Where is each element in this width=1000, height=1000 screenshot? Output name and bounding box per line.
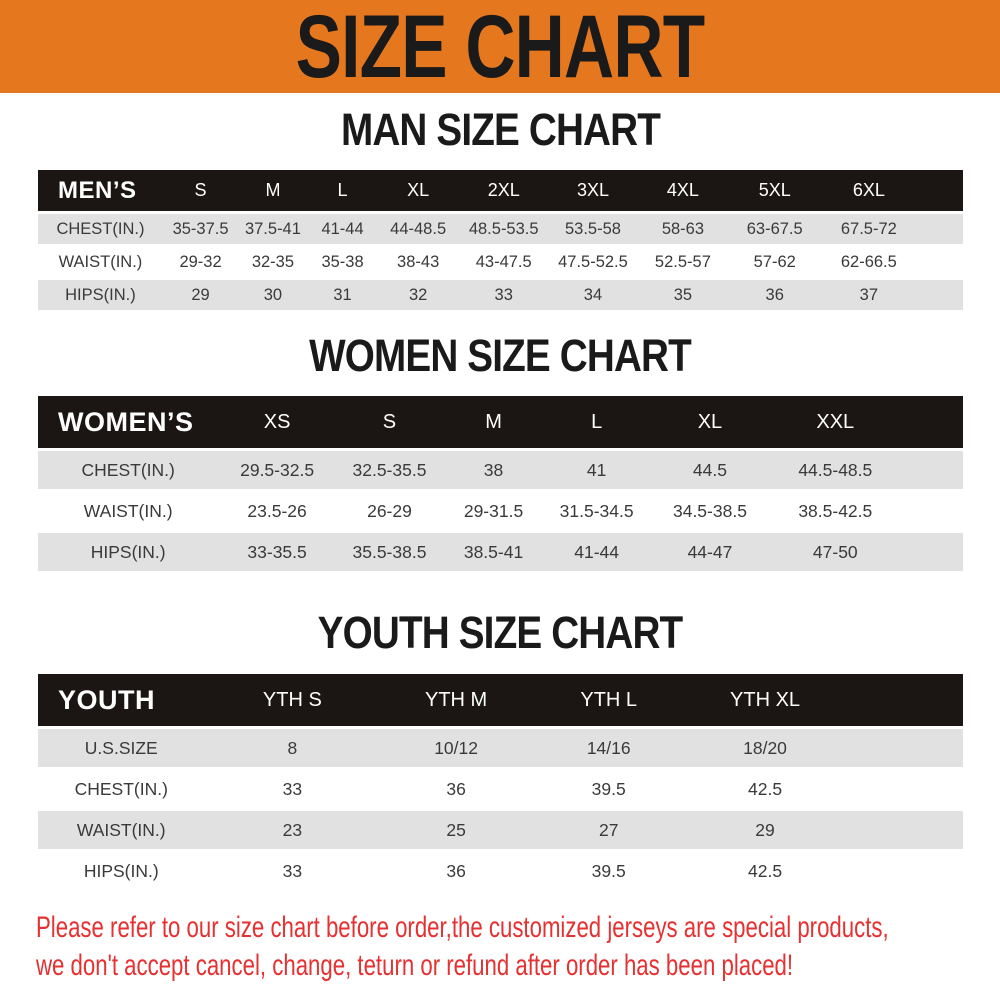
size-value-cell: 23.5-26: [247, 500, 307, 521]
size-value-cell: 44.5-48.5: [798, 459, 873, 480]
size-value-cell: 57-62: [753, 252, 796, 271]
size-value-cell: 39.5: [591, 860, 626, 881]
filler-cell: [845, 811, 963, 849]
size-value-cell: 43-47.5: [475, 252, 532, 271]
size-value-cell: 33: [494, 285, 513, 304]
size-value-cell: 36: [765, 285, 784, 304]
youth-column-header: YTH XL: [730, 688, 801, 711]
size-value-cell: 25: [446, 819, 466, 840]
size-value-cell: 32-35: [251, 252, 295, 271]
size-value-cell: 42.5: [748, 860, 783, 881]
size-value-cell: 39.5: [591, 778, 626, 799]
size-value-cell: 37: [859, 285, 879, 304]
size-value-cell: 10/12: [434, 737, 478, 758]
men-column-header: L: [337, 180, 348, 200]
size-value-cell: 63-67.5: [746, 219, 803, 238]
size-value-cell: 18/20: [743, 737, 787, 758]
row-label: HIPS(IN.): [83, 860, 159, 881]
youth-section-title: [0, 607, 1000, 658]
women-section-title: [0, 330, 1000, 381]
filler-cell: [845, 674, 963, 726]
filler-cell: [917, 214, 963, 244]
men-table-row: [38, 214, 963, 244]
youth-column-header: YTH S: [262, 688, 322, 711]
women-table-row: [38, 533, 963, 571]
size-value-cell: 23: [282, 819, 303, 840]
size-value-cell: 29.5-32.5: [240, 459, 315, 480]
size-value-cell: 38.5-42.5: [798, 500, 873, 521]
size-value-cell: 33: [282, 778, 303, 799]
men-header-row: [38, 170, 963, 211]
women-column-header: XXL: [816, 410, 855, 433]
row-label: CHEST(IN.): [81, 459, 175, 480]
size-value-cell: 36: [446, 860, 466, 881]
size-value-cell: 30: [263, 285, 283, 304]
row-label: HIPS(IN.): [65, 285, 136, 304]
women-section-title-text: WOMEN SIZE CHART: [309, 330, 691, 381]
size-value-cell: 42.5: [748, 778, 783, 799]
filler-cell: [917, 170, 963, 211]
size-value-cell: 47.5-52.5: [558, 252, 628, 271]
size-value-cell: 58-63: [661, 219, 705, 238]
size-value-cell: 53.5-58: [564, 219, 621, 238]
women-size-table: [38, 393, 963, 574]
size-value-cell: 52.5-57: [654, 252, 711, 271]
footer-note-line-2: we don't accept cancel, change, teturn or refund after order has been placed!: [36, 949, 794, 982]
youth-table-row: [38, 852, 963, 890]
women-table-title-cell: WOMEN’S: [58, 406, 194, 437]
size-value-cell: 33-35.5: [247, 541, 307, 562]
size-value-cell: 67.5-72: [840, 219, 897, 238]
filler-cell: [900, 396, 963, 448]
size-value-cell: 38-43: [397, 252, 440, 271]
men-column-header: XL: [407, 180, 430, 200]
filler-cell: [845, 852, 963, 890]
men-table-row: [38, 247, 963, 277]
banner-title: SIZE CHART: [295, 0, 705, 93]
size-value-cell: 26-29: [367, 500, 412, 521]
filler-cell: [845, 770, 963, 808]
filler-cell: [900, 451, 963, 489]
women-column-header: XS: [263, 410, 291, 433]
men-section-title-text: MAN SIZE CHART: [340, 104, 660, 155]
men-section-title: [0, 104, 1000, 155]
footer-note: [36, 909, 1000, 985]
row-label: WAIST(IN.): [76, 819, 166, 840]
size-value-cell: 38.5-41: [463, 541, 524, 562]
size-value-cell: 31.5-34.5: [559, 500, 634, 521]
women-table-row: [38, 451, 963, 489]
youth-section-title-text: YOUTH SIZE CHART: [317, 607, 683, 658]
size-value-cell: 29-31.5: [463, 500, 524, 521]
size-value-cell: 8: [287, 737, 298, 758]
size-value-cell: 62-66.5: [840, 252, 897, 271]
size-value-cell: 48.5-53.5: [468, 219, 539, 238]
size-value-cell: 32.5-35.5: [352, 459, 427, 480]
youth-column-header: YTH M: [424, 688, 488, 711]
size-value-cell: 44.5: [692, 459, 727, 480]
men-column-header: 6XL: [852, 180, 885, 200]
women-header-row: [38, 396, 963, 448]
size-value-cell: 31: [333, 285, 352, 304]
size-value-cell: 36: [446, 778, 466, 799]
row-label: U.S.SIZE: [84, 737, 158, 758]
size-value-cell: 29: [755, 819, 775, 840]
women-column-header: S: [382, 410, 397, 433]
women-column-header: L: [591, 410, 603, 433]
men-column-header: 4XL: [666, 180, 699, 200]
youth-table-row: [38, 770, 963, 808]
women-column-header: XL: [697, 410, 723, 433]
men-column-header: 5XL: [758, 180, 791, 200]
size-value-cell: 35-38: [321, 252, 364, 271]
row-label: CHEST(IN.): [74, 778, 168, 799]
size-value-cell: 41: [586, 459, 607, 480]
size-chart-banner: [0, 0, 1000, 93]
men-size-table: [38, 167, 963, 313]
size-value-cell: 37.5-41: [244, 219, 301, 238]
size-value-cell: 44-47: [687, 541, 733, 562]
youth-table-title-cell: YOUTH: [58, 684, 155, 715]
size-value-cell: 29-32: [179, 252, 222, 271]
men-column-header: S: [194, 180, 207, 200]
filler-cell: [917, 247, 963, 277]
row-label: WAIST(IN.): [83, 500, 173, 521]
size-value-cell: 27: [598, 819, 619, 840]
youth-table-row: [38, 729, 963, 767]
men-column-header: M: [265, 180, 281, 200]
size-value-cell: 34: [583, 285, 603, 304]
size-value-cell: 35-37.5: [172, 219, 229, 238]
youth-header-row: [38, 674, 963, 726]
men-column-header: 3XL: [576, 180, 609, 200]
footer-note-line-1: Please refer to our size chart before order,the customized jerseys are special products,: [36, 911, 889, 944]
women-column-header: M: [485, 410, 502, 433]
size-value-cell: 41-44: [321, 219, 364, 238]
size-value-cell: 47-50: [812, 541, 858, 562]
youth-table-row: [38, 811, 963, 849]
row-label: CHEST(IN.): [56, 219, 145, 238]
size-value-cell: 44-48.5: [390, 219, 447, 238]
row-label: WAIST(IN.): [58, 252, 143, 271]
youth-column-header: YTH L: [580, 688, 638, 711]
filler-cell: [845, 729, 963, 767]
size-value-cell: 38: [483, 459, 504, 480]
size-value-cell: 29: [191, 285, 210, 304]
size-value-cell: 35.5-38.5: [352, 541, 427, 562]
youth-size-table: [38, 671, 963, 893]
size-value-cell: 35: [673, 285, 693, 304]
filler-cell: [917, 280, 963, 310]
men-column-header: 2XL: [487, 180, 520, 200]
filler-cell: [900, 492, 963, 530]
men-table-title-cell: MEN’S: [58, 176, 137, 204]
size-value-cell: 32: [408, 285, 428, 304]
size-value-cell: 34.5-38.5: [672, 500, 747, 521]
row-label: HIPS(IN.): [90, 541, 166, 562]
men-table-row: [38, 280, 963, 310]
women-table-row: [38, 492, 963, 530]
men-table-container: [0, 167, 1000, 313]
size-value-cell: 41-44: [574, 541, 620, 562]
size-value-cell: 14/16: [586, 737, 631, 758]
size-value-cell: 33: [282, 860, 303, 881]
youth-table-container: [0, 671, 1000, 893]
filler-cell: [900, 533, 963, 571]
women-table-container: [0, 393, 1000, 574]
